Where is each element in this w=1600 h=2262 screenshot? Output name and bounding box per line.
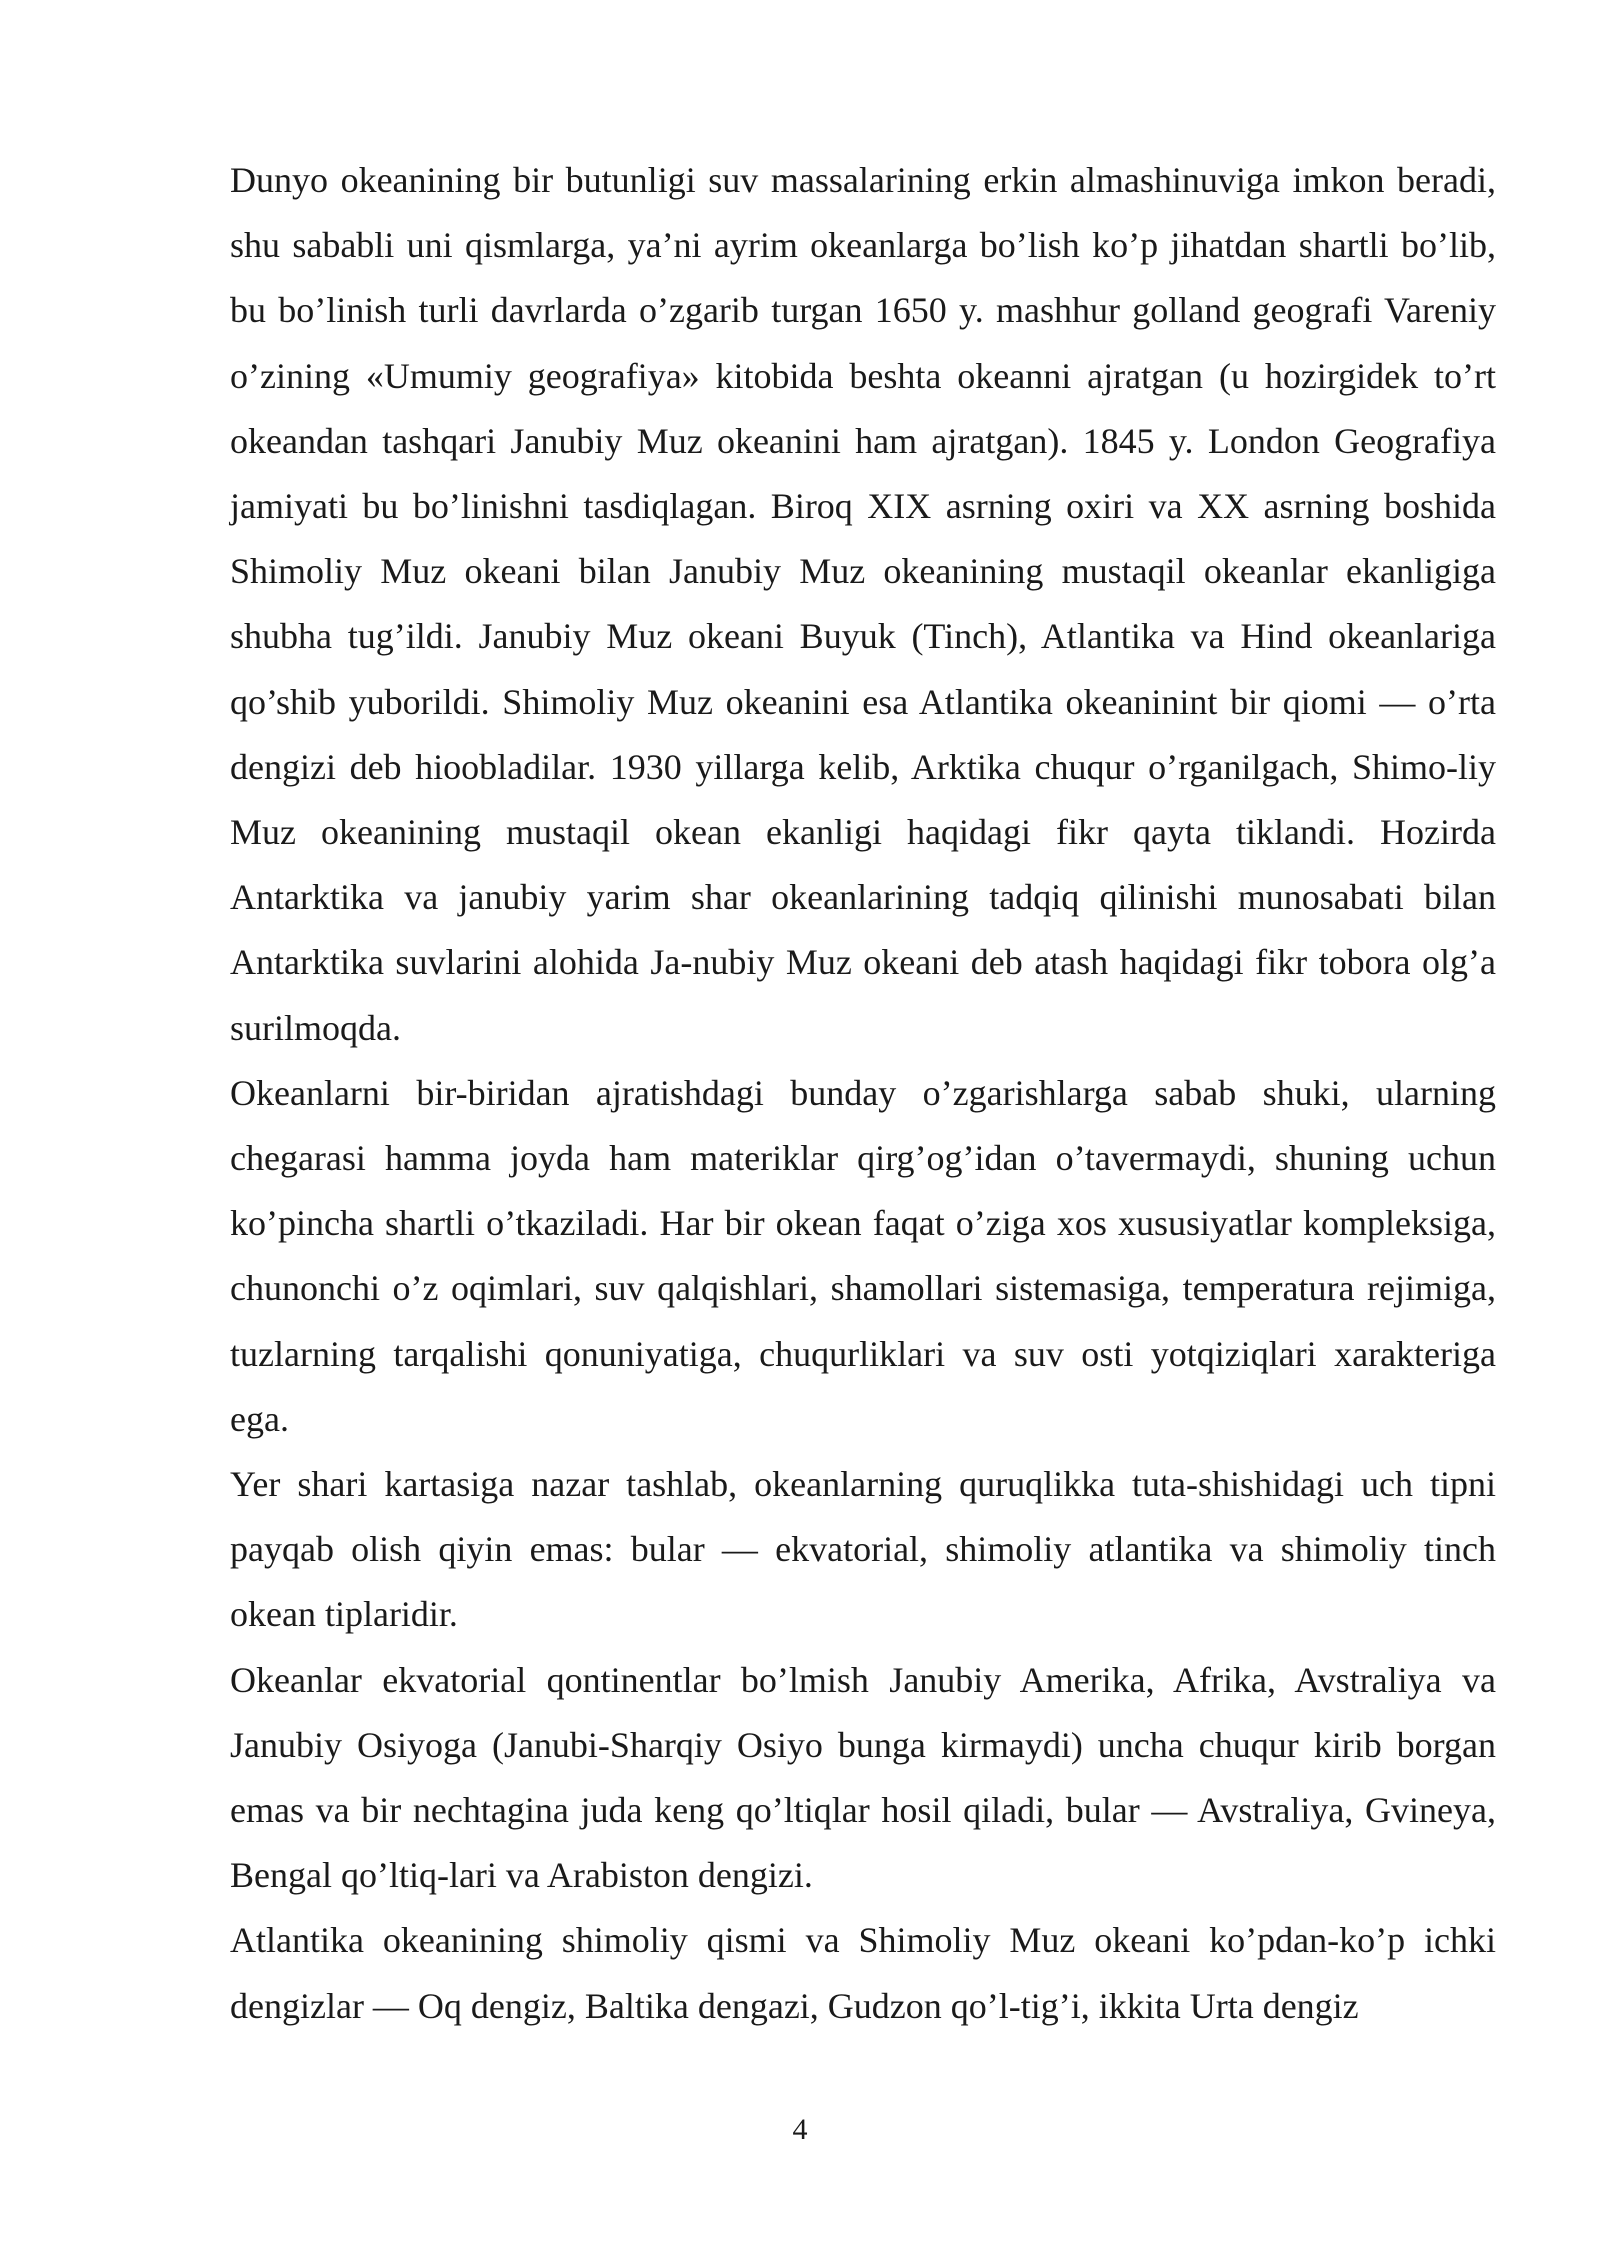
paragraph-north-atlantic-type: Atlantika okeanining shimoliy qismi va Shimoliy Muz okeani ko’pdan-ko’p ichki dengizlar — Oq dengiz, Baltika dengazi, Gudzon qo’l-tig’i, ikkita Urta dengiz [230,1920,1496,2026]
page-number: 4 [792,2113,808,2146]
text-body [230,148,1496,2039]
paragraph-boundary-changes: Okeanlarni bir-biridan ajratishdagi bunday o’zgarishlarga sabab shuki, ularning chegarasi hamma joyda ham materiklar qirg’og’idan o’tavermaydi, shuning uchun ko’pincha shartli o’tkaziladi. Har bir okean faqat o’ziga xos xususiyatlar kompleksiga, chunonchi o’z oqimlari, suv qalqishlari, shamollari sistemasiga, temperatura rejimiga, tuzlarning tarqalishi qonuniyatiga, chuqurliklari va suv osti yotqiziqlari xarakteriga ega. [230,1072,1496,1439]
paragraph-equatorial-type: Okeanlar ekvatorial qontinentlar bo’lmish Janubiy Amerika, Afrika, Avstraliya va Janubiy Osiyoga (Janubi-Sharqiy Osiyo bunga kirmaydi) uncha chuqur kirib borgan emas va bir nechtagina juda keng qo’ltiqlar hosil qiladi, bular — Avstraliya, Gvineya, Bengal qo’ltiq-lari va Arabiston dengizi. [230,1659,1496,1896]
paragraph-coast-types: Yer shari kartasiga nazar tashlab, okeanlarning quruqlikka tuta-shishidagi uch tipni payqab olish qiyin emas: bular — ekvatorial, shimoliy atlantika va shimoliy tinch okean tiplaridir. [230,1464,1496,1635]
paragraph-ocean-division: Dunyo okeanining bir butunligi suv massalarining erkin almashinuviga imkon beradi, shu sababli uni qismlarga, ya’ni ayrim okeanlarga bo’lish ko’p jihatdan shartli bo’lib, bu bo’linish turli davrlarda o’zgarib turgan 1650 y. mashhur golland geografi Vareniy o’zining «Umumiy geografiya» kitobida beshta okeanni ajratgan (u hozirgidek to’rt okeandan tashqari Janubiy Muz okeanini ham ajratgan). 1845 y. London Geografiya jamiyati bu bo’linishni tasdiqlagan. Biroq XIX asrning oxiri va XX asrning boshida Shimoliy Muz okeani bilan Janubiy Muz okeanining mustaqil okeanlar ekanligiga shubha tug’ildi. Janubiy Muz okeani Buyuk (Tinch), Atlantika va Hind okeanlariga qo’shib yuborildi. Shimoliy Muz okeanini esa Atlantika okeaninint bir qiomi — o’rta dengizi deb hioobladilar. 1930 yillarga kelib, Arktika chuqur o’rganilgach, Shimo-liy Muz okeanining mustaqil okean ekanligi haqidagi fikr qayta tiklandi. Hozirda Antarktika va janubiy yarim shar okeanlarining tadqiq qilinishi munosabati bilan Antarktika suvlarini alohida Ja-nubiy Muz okeani deb atash haqidagi fikr tobora olg’a surilmoqda. [230,160,1496,1048]
